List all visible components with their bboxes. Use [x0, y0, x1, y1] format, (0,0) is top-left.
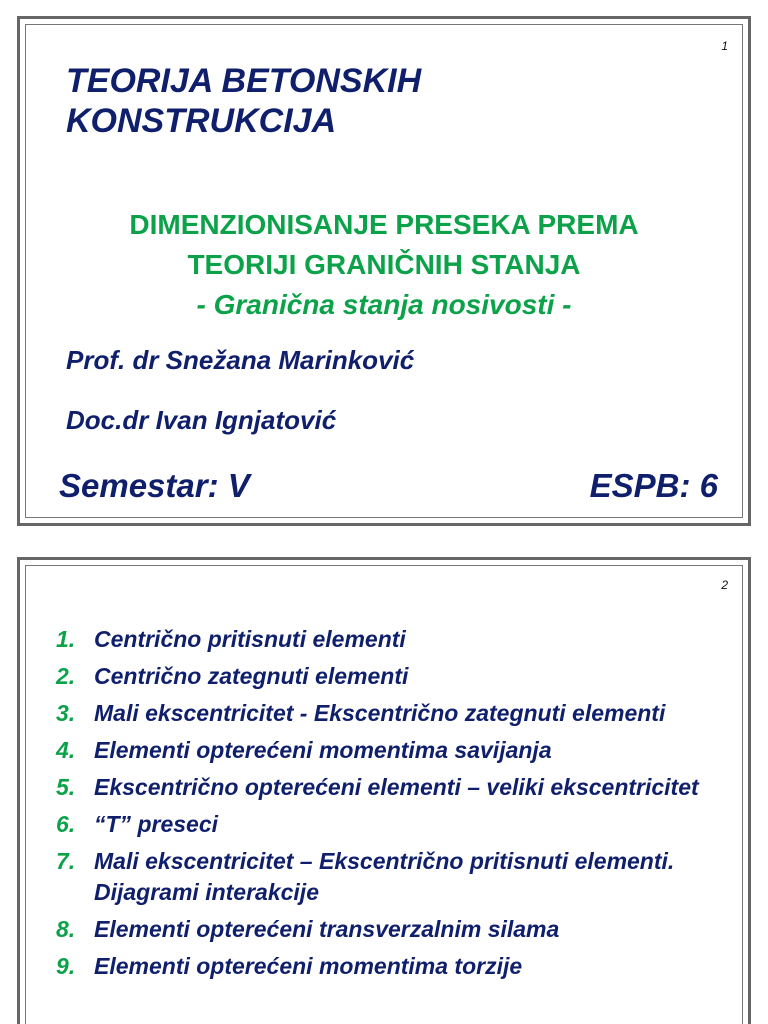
list-item-number: 1.: [56, 626, 76, 652]
slide-number: 2: [721, 578, 728, 592]
list-item: [56, 735, 722, 766]
slide-1-frame: [25, 24, 743, 518]
course-title-line-2: KONSTRUKCIJA: [66, 102, 337, 140]
list-item-number: 3.: [56, 700, 76, 726]
course-title-line-1: TEORIJA BETONSKIH: [66, 62, 422, 100]
list-item-text: “T” preseci: [94, 811, 218, 837]
author-1: Prof. dr Snežana Marinković: [66, 345, 415, 375]
list-item: [56, 624, 722, 655]
list-item-number: 6.: [56, 811, 76, 837]
course-title: [66, 61, 421, 141]
slide-number: 1: [721, 39, 728, 53]
list-item: [56, 951, 722, 982]
list-item-number: 9.: [56, 953, 76, 979]
subtitle-line-2: TEORIJI GRANIČNIH STANJA: [187, 249, 581, 280]
list-item-number: 2.: [56, 663, 76, 689]
list-item-text: Mali ekscentricitet - Ekscentrično zategnuti elementi: [94, 700, 666, 726]
list-item: [56, 661, 722, 692]
list-item-text: Centrično pritisnuti elementi: [94, 626, 406, 652]
list-item: [56, 698, 722, 729]
slide-2-frame: [25, 565, 743, 1024]
semester-label: Semestar: V: [59, 467, 250, 504]
slide-2: [17, 557, 751, 1024]
subtitle-line-3: - Granična stanja nosivosti -: [196, 289, 572, 320]
list-item-text: Elementi opterećeni momentima savijanja: [94, 737, 552, 763]
course-info-row: [59, 467, 718, 505]
lecture-subtitle: [26, 205, 742, 325]
espb-label: ESPB: 6: [589, 467, 718, 504]
list-item-number: 5.: [56, 774, 76, 800]
list-item-text: Ekscentrično opterećeni elementi – veliki ekscentricitet: [94, 774, 699, 800]
list-item-number: 4.: [56, 737, 76, 763]
list-item-number: 8.: [56, 916, 76, 942]
list-item-text: Centrično zategnuti elementi: [94, 663, 409, 689]
list-item: [56, 809, 722, 840]
subtitle-line-1: DIMENZIONISANJE PRESEKA PREMA: [129, 209, 639, 240]
author-2: Doc.dr Ivan Ignjatović: [66, 405, 337, 435]
list-item: [56, 914, 722, 945]
list-item-text: Elementi opterećeni transverzalnim silama: [94, 916, 560, 942]
list-item-text: Mali ekscentricitet – Ekscentrično pritisnuti elementi. Dijagrami interakcije: [94, 848, 675, 905]
list-item-text: Elementi opterećeni momentima torzije: [94, 953, 523, 979]
list-item-number: 7.: [56, 848, 76, 874]
topics-list: [56, 624, 722, 988]
list-item: [56, 846, 722, 908]
list-item: [56, 772, 722, 803]
slide-1: [17, 16, 751, 526]
